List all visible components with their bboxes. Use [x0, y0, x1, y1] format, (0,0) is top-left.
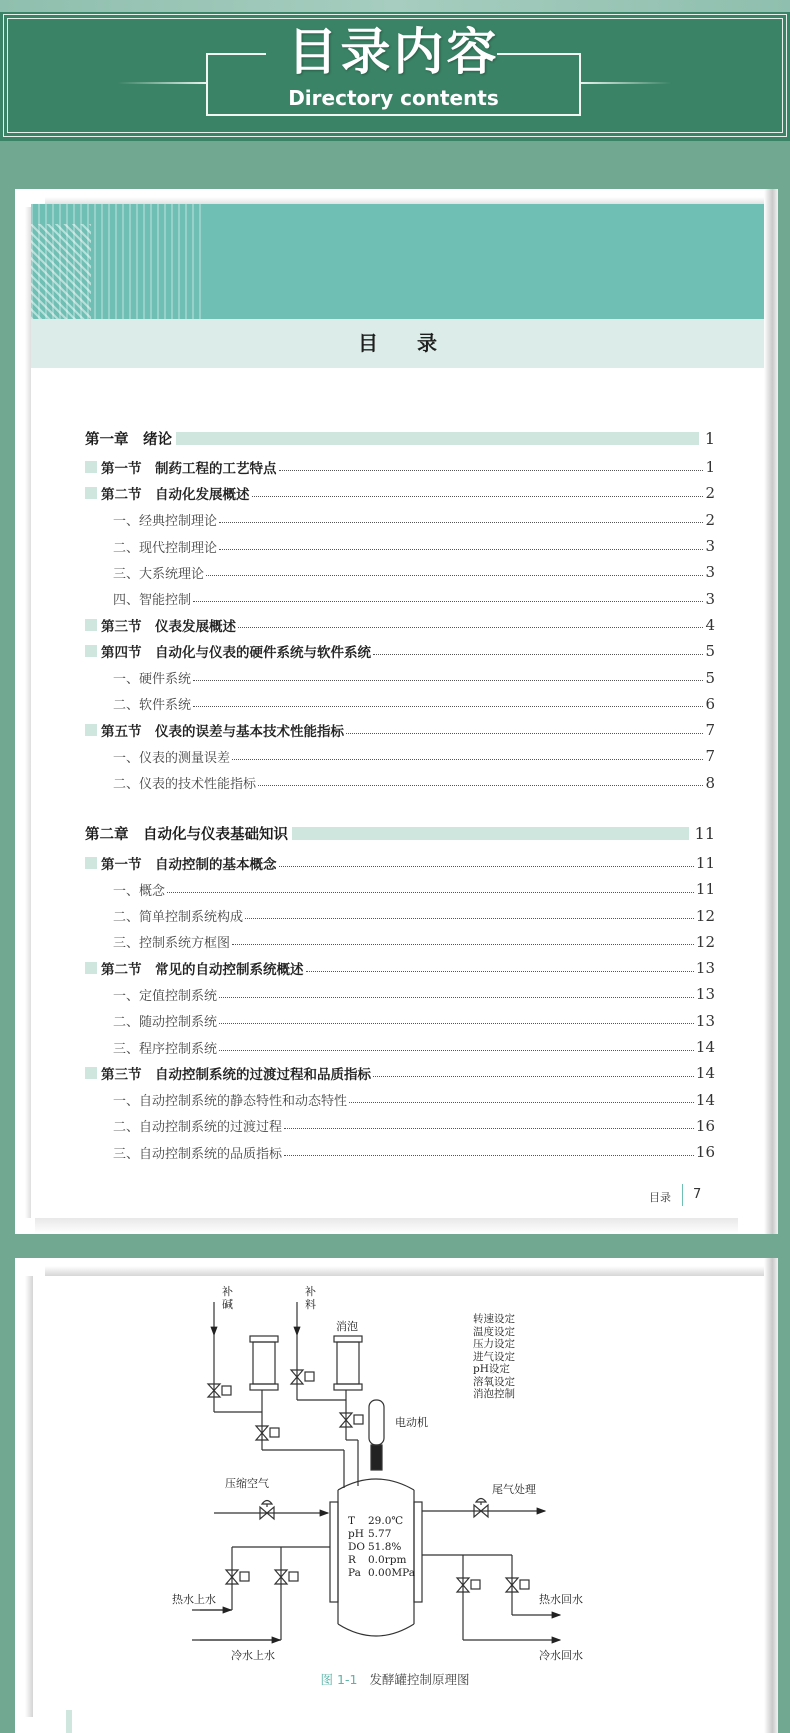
page-number: 13 — [695, 1011, 715, 1030]
item-title: 一、硬件系统 — [113, 672, 192, 688]
section-title: 第二节 常见的自动控制系统概述 — [101, 962, 304, 979]
setting-temperature: 温度设定 — [473, 1325, 515, 1338]
setting-air-intake: 进气设定 — [473, 1350, 515, 1363]
page-number: 7 — [705, 721, 715, 740]
item-title: 一、定值控制系统 — [113, 988, 218, 1004]
section-title: 第二节 自动化发展概述 — [101, 487, 250, 504]
setting-speed: 转速设定 — [473, 1313, 515, 1325]
page-number: 6 — [705, 694, 715, 713]
item-title: 四、智能控制 — [113, 593, 192, 609]
reading-name: R — [348, 1554, 356, 1566]
label-antifoam: 消泡 — [336, 1320, 358, 1333]
item-title: 二、随动控制系统 — [113, 1015, 218, 1031]
figure-number: 图 1-1 — [320, 1672, 358, 1687]
page-number: 1 — [705, 458, 715, 477]
footer-page-number: 7 — [693, 1187, 702, 1202]
label-cold-water-in: 冷水上水 — [231, 1649, 275, 1662]
reading-value: 51.8% — [368, 1541, 402, 1553]
section-title: 第三节 仪表发展概述 — [101, 618, 236, 635]
page-number: 1 — [704, 428, 715, 448]
item-title: 三、程序控制系统 — [113, 1041, 218, 1057]
page-number: 2 — [705, 484, 715, 503]
figure-caption — [0, 1670, 790, 1688]
page-number: 3 — [705, 537, 715, 556]
page-number: 3 — [705, 563, 715, 582]
label-feed: 补料 — [305, 1285, 316, 1311]
setting-ph: pH设定 — [473, 1363, 510, 1375]
section-title: 第五节 仪表的误差与基本技术性能指标 — [101, 724, 344, 741]
page-number: 13 — [695, 959, 715, 978]
label-hot-water-out: 热水回水 — [539, 1593, 583, 1606]
item-title: 一、仪表的测量误差 — [113, 750, 231, 766]
page-number: 4 — [705, 615, 715, 634]
reading-row — [348, 1554, 415, 1567]
toc-title: 目 录 — [358, 331, 453, 355]
reading-row — [348, 1515, 415, 1528]
section-title: 第四节 自动化与仪表的硬件系统与软件系统 — [101, 645, 371, 662]
reading-name: Pa — [348, 1567, 361, 1579]
setting-pressure: 压力设定 — [473, 1338, 515, 1350]
setting-dissolved-oxygen: 溶氧设定 — [473, 1375, 515, 1388]
item-title: 三、大系统理论 — [113, 566, 205, 582]
figure-title: 发酵罐控制原理图 — [369, 1672, 470, 1687]
label-alkali: 补碱 — [222, 1285, 233, 1311]
item-title: 三、控制系统方框图 — [113, 936, 231, 952]
item-title: 一、自动控制系统的静态特性和动态特性 — [113, 1094, 348, 1110]
label-cold-water-out: 冷水回水 — [539, 1649, 583, 1662]
setting-antifoam: 消泡控制 — [473, 1388, 515, 1400]
banner-title-cn: 目录内容 — [287, 23, 500, 81]
page-number: 14 — [695, 1090, 715, 1109]
page-number: 12 — [695, 932, 715, 951]
reading-value: 0.00MPa — [368, 1567, 415, 1579]
label-motor: 电动机 — [395, 1416, 428, 1429]
item-title: 一、经典控制理论 — [113, 514, 218, 530]
section-title: 第一节 制药工程的工艺特点 — [101, 461, 277, 478]
page-number: 7 — [705, 747, 715, 766]
reading-value: 29.0℃ — [368, 1515, 404, 1527]
banner-title-en: Directory contents — [288, 86, 499, 110]
reading-name: DO — [348, 1541, 366, 1553]
item-title: 二、仪表的技术性能指标 — [113, 777, 257, 793]
label-compressed-air: 压缩空气 — [225, 1477, 269, 1490]
page-number: 13 — [695, 985, 715, 1004]
page-number: 16 — [695, 1143, 715, 1162]
item-title: 二、现代控制理论 — [113, 540, 218, 556]
label-hot-water-in: 热水上水 — [172, 1593, 216, 1606]
page-number: 16 — [695, 1116, 715, 1135]
reading-value: 0.0rpm — [368, 1554, 407, 1566]
page-number: 12 — [695, 906, 715, 925]
reading-name: pH — [348, 1528, 364, 1540]
item-title: 一、概念 — [113, 883, 166, 899]
page-number: 11 — [694, 824, 715, 844]
page-number: 2 — [705, 510, 715, 529]
settings-list — [473, 1313, 515, 1401]
page-number: 8 — [705, 773, 715, 792]
section-title: 第一节 自动控制的基本概念 — [101, 857, 277, 873]
reading-row — [348, 1541, 415, 1554]
item-title: 二、自动控制系统的过渡过程 — [113, 1120, 283, 1136]
chapter-title: 第一章 绪论 — [85, 431, 172, 448]
page-number: 11 — [695, 880, 715, 899]
vessel-readings — [348, 1515, 415, 1580]
chapter-title: 第二章 自动化与仪表基础知识 — [85, 827, 288, 844]
page-number: 14 — [695, 1038, 715, 1057]
section-title: 第三节 自动控制系统的过渡过程和品质指标 — [101, 1067, 371, 1084]
reading-value: 5.77 — [368, 1528, 392, 1540]
page-number: 3 — [705, 589, 715, 608]
page-number: 5 — [705, 668, 715, 687]
page-number: 5 — [705, 642, 715, 661]
item-title: 三、自动控制系统的品质指标 — [113, 1146, 283, 1162]
reading-row — [348, 1567, 415, 1580]
item-title: 二、简单控制系统构成 — [113, 910, 244, 926]
reading-name: T — [348, 1515, 356, 1527]
page-number: 14 — [695, 1064, 715, 1083]
reading-row — [348, 1528, 415, 1541]
item-title: 二、软件系统 — [113, 698, 192, 714]
footer-label: 目录 — [649, 1191, 671, 1204]
section-marker-icon — [66, 1710, 72, 1733]
page-number: 11 — [695, 854, 715, 872]
label-exhaust: 尾气处理 — [492, 1483, 536, 1496]
